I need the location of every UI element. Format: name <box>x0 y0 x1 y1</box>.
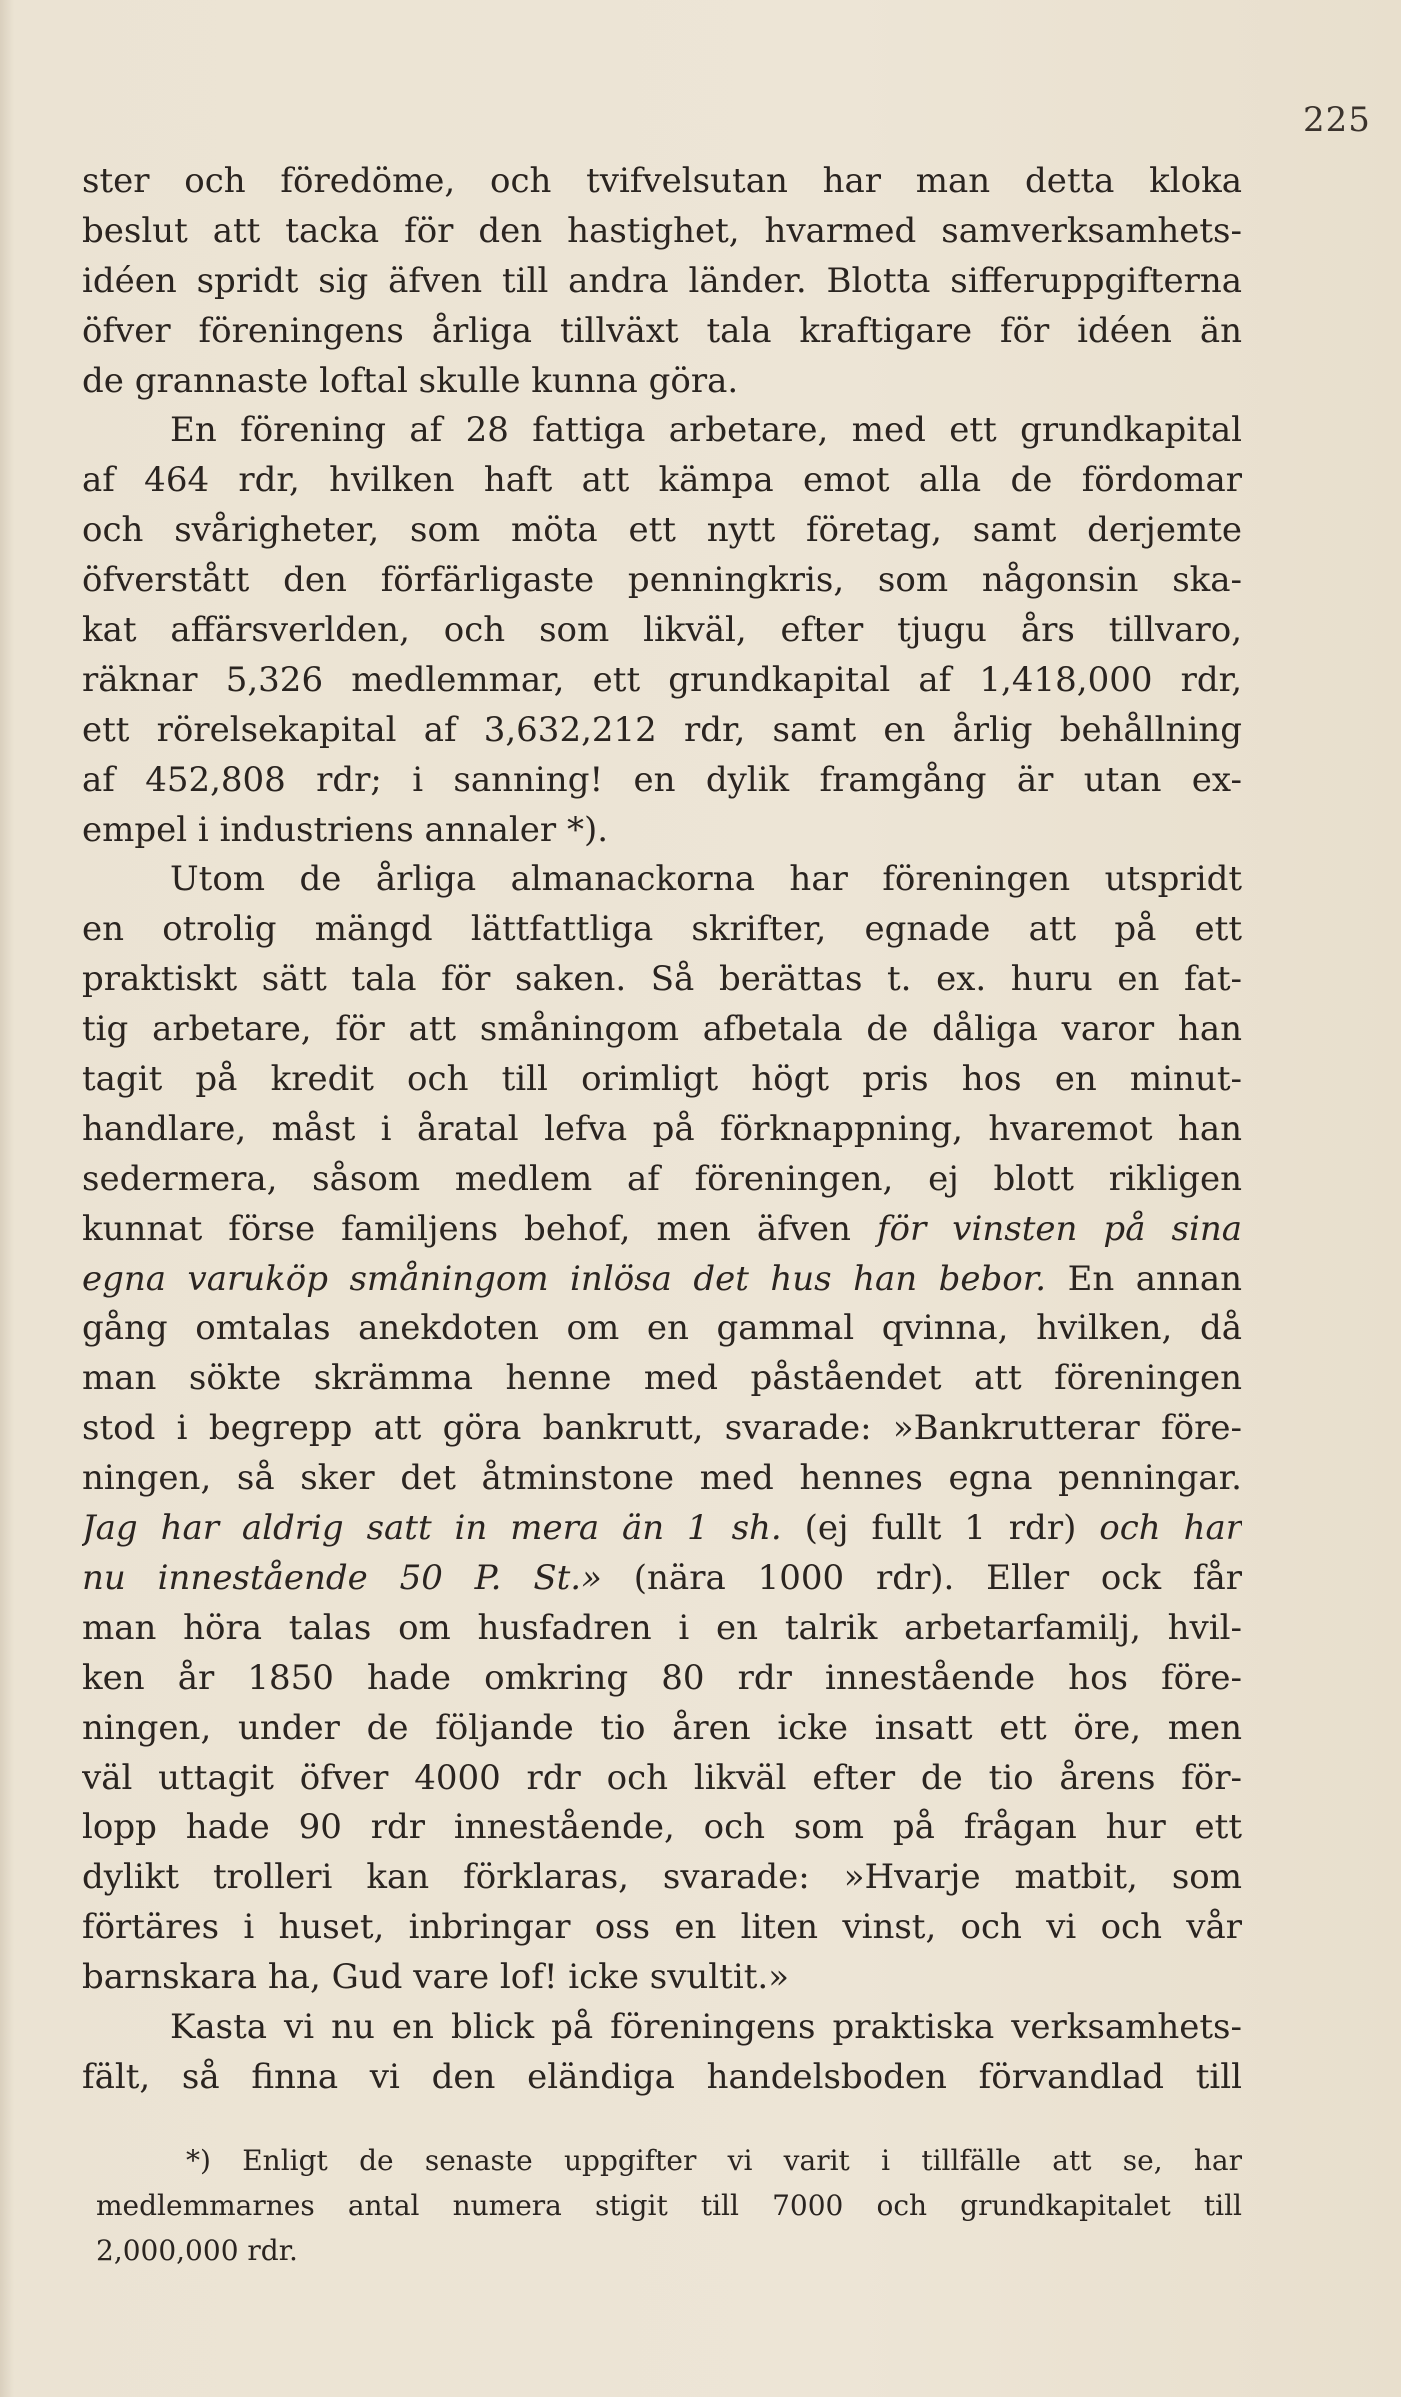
text-line: en otrolig mängd lättfattliga skrifter, egnade att på ett <box>82 909 1242 950</box>
body-text <box>82 157 1242 2103</box>
text-line: öfverstått den förfärligaste penningkris, som någonsin ska- <box>82 560 1242 601</box>
text-line: fält, så finna vi den eländiga handelsboden förvandlad till <box>82 2056 1242 2097</box>
text-line: barnskara ha, Gud vare lof! icke svultit.» <box>82 1957 789 1998</box>
text-span: (ej fullt 1 rdr) <box>804 1508 1077 1549</box>
text-line: ster och föredöme, och tvifvelsutan har man detta kloka <box>82 161 1242 201</box>
text-line: stod i begrepp att göra bankrutt, svarade: »Bankrutterar före- <box>82 1408 1242 1449</box>
text-line: man höra talas om husfadren i en talrik arbetarfamilj, hvil- <box>82 1607 1242 1648</box>
text-line <box>82 1554 1242 1604</box>
text-line <box>82 1504 1242 1554</box>
text-line: af 452,808 rdr; i sanning! en dylik framgång är utan ex- <box>82 759 1242 800</box>
footnote <box>96 2138 1242 2273</box>
italic-span: Jag har aldrig satt in mera än 1 sh. <box>82 1508 782 1549</box>
text-line: förtäres i huset, inbringar oss en liten vinst, och vi och vår <box>82 1907 1242 1948</box>
text-line: ningen, så sker det åtminstone med hennes egna penningar. <box>82 1458 1242 1499</box>
italic-span: för vinsten på sina <box>876 1208 1242 1249</box>
text-line: kat affärsverlden, och som likväl, efter tjugu års tillvaro, <box>82 610 1242 651</box>
footnote-line: 2,000,000 rdr. <box>96 2234 298 2267</box>
paragraph-start-line: Kasta vi nu en blick på föreningens praktiska verksamhets- <box>170 2006 1242 2047</box>
text-span: En annan <box>1067 1258 1242 1299</box>
text-line: tagit på kredit och till orimligt högt pris hos en minut- <box>82 1059 1242 1100</box>
text-line: tig arbetare, för att småningom afbetala de dåliga varor han <box>82 1009 1242 1050</box>
text-line: sedermera, såsom medlem af föreningen, ej blott rikligen <box>82 1158 1242 1199</box>
text-line: beslut att tacka för den hastighet, hvarmed samverksamhets- <box>82 210 1242 251</box>
paragraph-start-line: Utom de årliga almanackorna har föreningen utspridt <box>170 859 1242 900</box>
text-line: idéen spridt sig äfven till andra länder. Blotta sifferuppgifterna <box>82 260 1242 301</box>
paragraph-start-line: En förening af 28 fattiga arbetare, med ett grundkapital <box>170 410 1242 451</box>
text-line: praktiskt sätt tala för saken. Så berättas t. ex. huru en fat- <box>82 959 1242 1000</box>
text-line: väl uttagit öfver 4000 rdr och likväl efter de tio årens för- <box>82 1757 1242 1798</box>
text-span: kunnat förse familjens behof, men äfven <box>82 1208 851 1249</box>
text-line: empel i industriens annaler *). <box>82 809 609 850</box>
italic-span: egna varuköp småningom inlösa det hus han bebor. <box>82 1258 1047 1299</box>
text-line: ningen, under de följande tio åren icke insatt ett öre, men <box>82 1707 1242 1748</box>
text-line <box>82 1255 1242 1305</box>
text-line: öfver föreningens årliga tillväxt tala kraftigare för idéen än <box>82 310 1242 351</box>
text-line: ett rörelsekapital af 3,632,212 rdr, samt en årlig behållning <box>82 709 1242 750</box>
text-line: gång omtalas anekdoten om en gammal qvinna, hvilken, då <box>82 1308 1242 1349</box>
text-line: och svårigheter, som möta ett nytt företag, samt derjemte <box>82 510 1242 551</box>
italic-span: nu innestående 50 P. St.» <box>82 1557 602 1598</box>
footnote-line: *) Enligt de senaste uppgifter vi varit i tillfälle att se, har <box>186 2144 1242 2177</box>
italic-span: och har <box>1099 1508 1242 1549</box>
text-line: af 464 rdr, hvilken haft att kämpa emot alla de fördomar <box>82 460 1242 501</box>
text-span: (nära 1000 rdr). Eller ock får <box>633 1557 1242 1598</box>
text-line: räknar 5,326 medlemmar, ett grundkapital af 1,418,000 rdr, <box>82 659 1242 700</box>
text-line: ken år 1850 hade omkring 80 rdr innestående hos före- <box>82 1657 1242 1698</box>
text-line: lopp hade 90 rdr innestående, och som på frågan hur ett <box>82 1807 1242 1848</box>
text-line: dylikt trolleri kan förklaras, svarade: »Hvarje matbit, som <box>82 1857 1242 1898</box>
text-line <box>82 1205 1242 1255</box>
text-line: de grannaste loftal skulle kunna göra. <box>82 360 739 401</box>
text-line: man sökte skrämma henne med påståendet att föreningen <box>82 1358 1242 1399</box>
page-number: 225 <box>1303 100 1371 140</box>
text-line: handlare, måst i åratal lefva på förknappning, hvaremot han <box>82 1108 1242 1149</box>
footnote-line: medlemmarnes antal numera stigit till 7000 och grundkapitalet till <box>96 2189 1242 2222</box>
